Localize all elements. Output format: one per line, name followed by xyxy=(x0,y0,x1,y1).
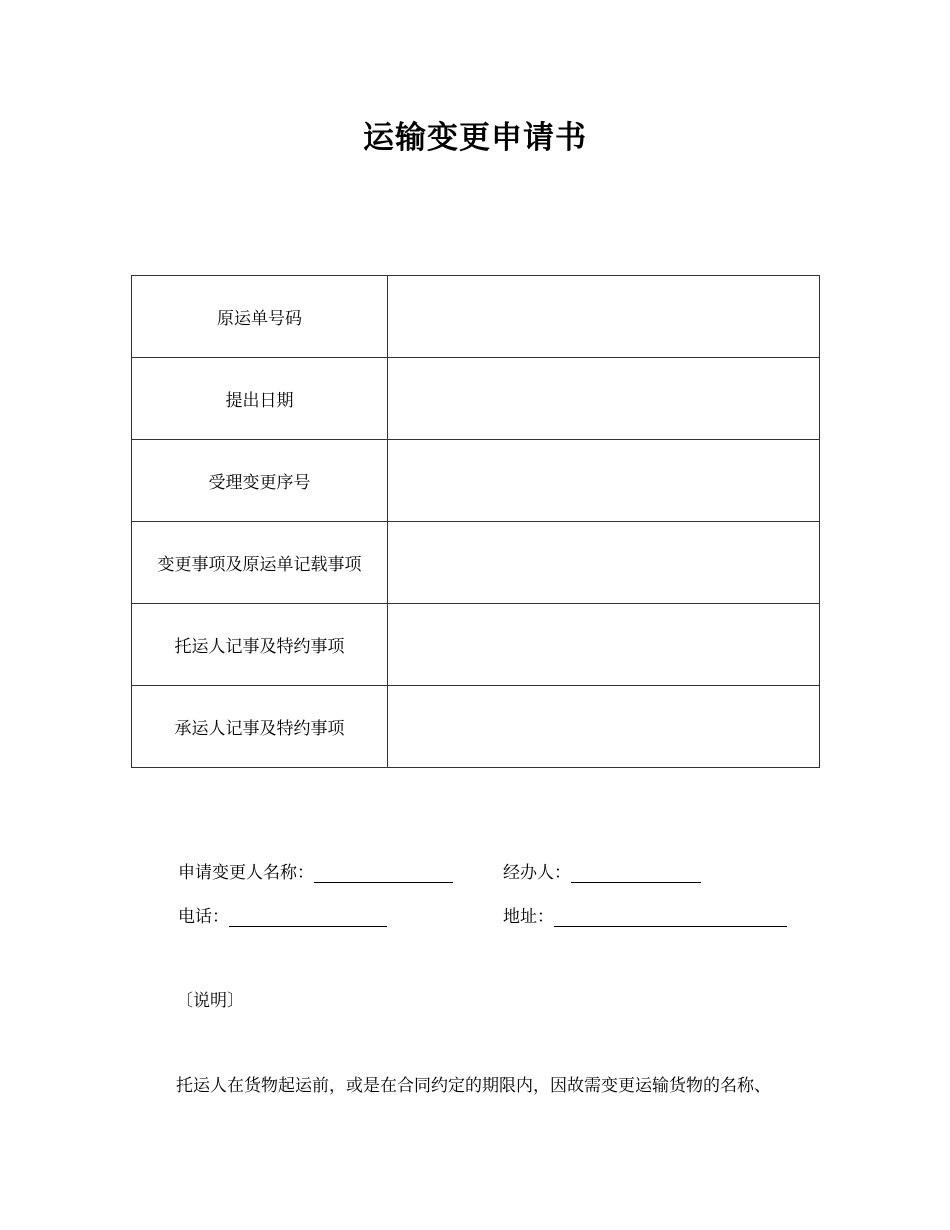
table-row xyxy=(132,276,820,358)
change-request-table xyxy=(131,275,820,768)
table-row xyxy=(132,604,820,686)
handler-row xyxy=(503,858,701,883)
shipper-notes-field[interactable] xyxy=(388,604,820,686)
applicant-name-blank[interactable] xyxy=(314,864,453,883)
handler-blank[interactable] xyxy=(571,864,701,883)
row-label-waybill-number: 原运单号码 xyxy=(132,276,388,358)
table-row xyxy=(132,686,820,768)
row-label-change-items: 变更事项及原运单记载事项 xyxy=(132,522,388,604)
row-label-change-serial: 受理变更序号 xyxy=(132,440,388,522)
handler-label: 经办人： xyxy=(503,863,571,883)
table-row xyxy=(132,358,820,440)
document-title: 运输变更申请书 xyxy=(363,120,587,156)
notes-heading: 〔说明〕 xyxy=(176,991,244,1011)
phone-label: 电话： xyxy=(178,907,229,927)
phone-row xyxy=(178,902,387,927)
row-label-submit-date: 提出日期 xyxy=(132,358,388,440)
address-label: 地址： xyxy=(503,907,554,927)
row-label-carrier-notes: 承运人记事及特约事项 xyxy=(132,686,388,768)
table-row xyxy=(132,522,820,604)
applicant-name-row xyxy=(178,858,453,883)
row-label-shipper-notes: 托运人记事及特约事项 xyxy=(132,604,388,686)
phone-blank[interactable] xyxy=(229,908,387,927)
change-serial-field[interactable] xyxy=(388,440,820,522)
waybill-number-field[interactable] xyxy=(388,276,820,358)
submit-date-field[interactable] xyxy=(388,358,820,440)
carrier-notes-field[interactable] xyxy=(388,686,820,768)
address-blank[interactable] xyxy=(554,908,787,927)
table-row xyxy=(132,440,820,522)
address-row xyxy=(503,902,787,927)
change-items-field[interactable] xyxy=(388,522,820,604)
applicant-name-label: 申请变更人名称： xyxy=(178,863,314,883)
notes-paragraph: 托运人在货物起运前，或是在合同约定的期限内，因故需变更运输货物的名称、 xyxy=(176,1076,771,1096)
